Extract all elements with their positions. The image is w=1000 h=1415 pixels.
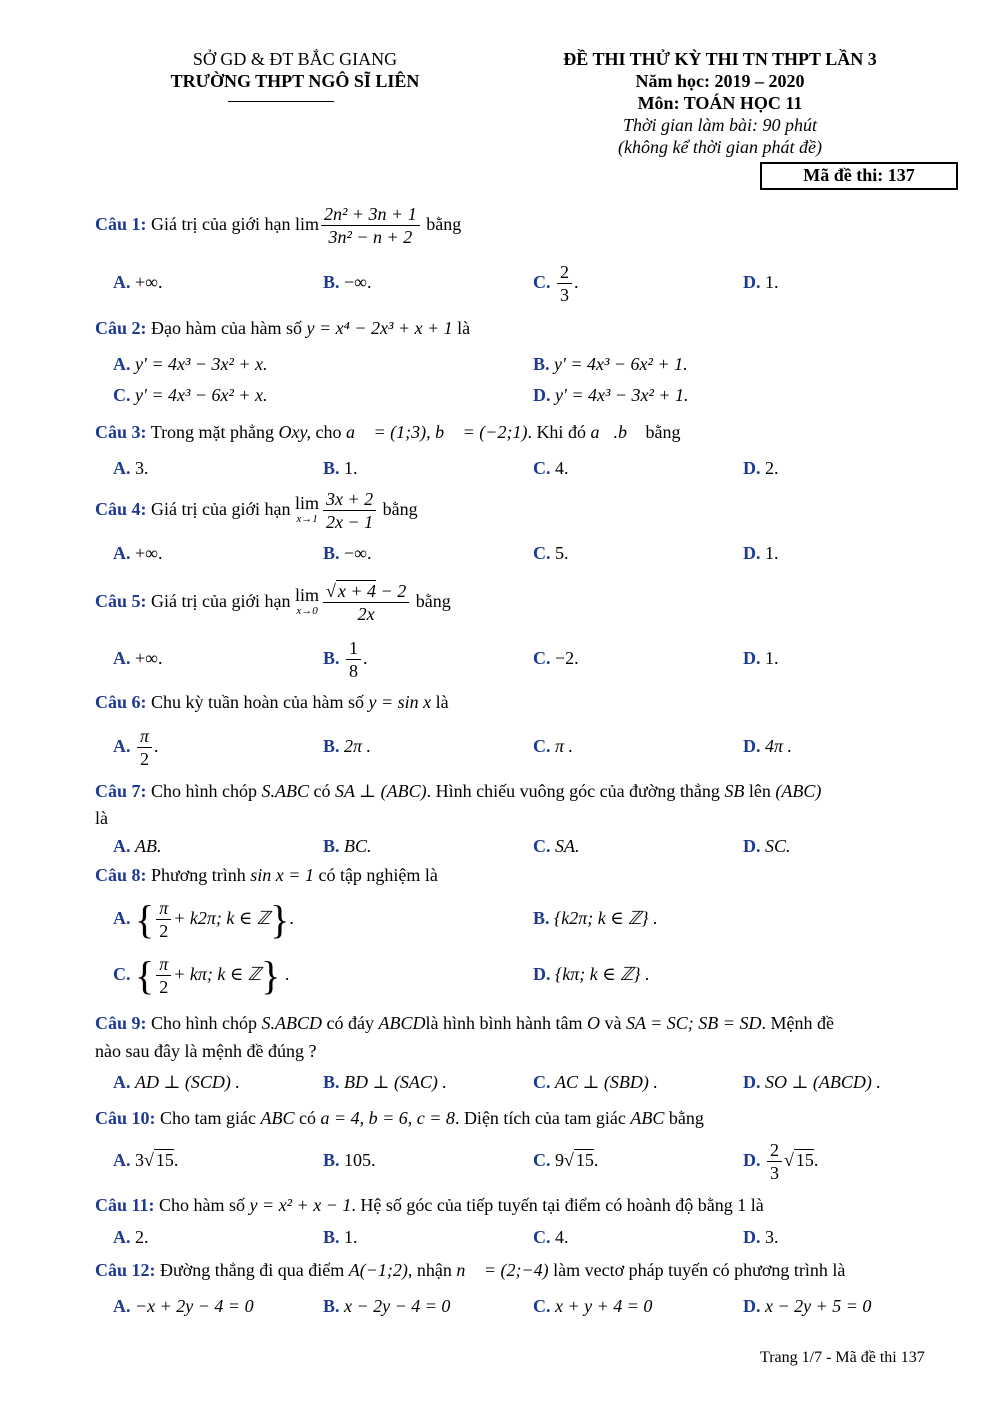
- duration-note: (không kể thời gian phát đề): [617, 137, 823, 157]
- option-1c[interactable]: C. $\frac{2}{3}$ .: [533, 262, 579, 306]
- dept-name: SỞ GD & ĐT BẮC GIANG: [192, 49, 398, 69]
- option-8b[interactable]: B. {k2π; k ∈ ℤ} .: [533, 908, 658, 928]
- option-8a[interactable]: A. { $\frac{\pi}{2}$ + k2π; k ∈ ℤ}.: [113, 896, 294, 942]
- option-7c[interactable]: C. SA.: [533, 836, 580, 856]
- option-11a[interactable]: A. 2.: [113, 1227, 149, 1247]
- question-label: Câu 1:: [95, 214, 147, 234]
- option-3a[interactable]: A. 3.: [113, 458, 149, 478]
- lim-symbol: lim x→0: [295, 584, 320, 617]
- option-9b[interactable]: B. BD ⊥ (SAC) .: [323, 1072, 447, 1092]
- option-9d[interactable]: D. SO ⊥ (ABCD) .: [743, 1072, 881, 1092]
- option-3c[interactable]: C. 4.: [533, 458, 569, 478]
- question-9: Câu 9: Cho hình chóp S.ABCD có đáy ABCDlà hình bình hành tâm O và SA = SC; SB = SD. Mệnh đề: [95, 1013, 834, 1033]
- option-5c[interactable]: C. −2.: [533, 648, 579, 668]
- question-tail: bằng: [426, 214, 462, 234]
- header-divider: [228, 101, 334, 102]
- option-6d[interactable]: D. 4π .: [743, 736, 793, 756]
- school-year: Năm học: 2019 – 2020: [635, 71, 805, 91]
- option-7d[interactable]: D. SC.: [743, 836, 791, 856]
- option-12d[interactable]: D. x − 2y + 5 = 0: [743, 1296, 872, 1316]
- option-10a[interactable]: A. 3√ 15.: [113, 1150, 179, 1170]
- option-9c[interactable]: C. AC ⊥ (SBD) .: [533, 1072, 658, 1092]
- option-11b[interactable]: B. 1.: [323, 1227, 358, 1247]
- duration: Thời gian làm bài: 90 phút: [622, 115, 818, 135]
- question-5: Câu 5: Giá trị của giới hạn lim x→0 $\frac{√ x + 4 - 2}{2x}$ bằng: [95, 581, 451, 625]
- option-5a[interactable]: A. +∞.: [113, 648, 163, 668]
- option-10d[interactable]: D. $\frac{2}{3}$ √ 15.: [743, 1140, 819, 1184]
- question-10: Câu 10: Cho tam giác ABC có a = 4, b = 6, c = 8. Diện tích của tam giác ABC bằng: [95, 1108, 704, 1128]
- question-8: Câu 8: Phương trình sin x = 1 có tập nghiệm là: [95, 865, 438, 885]
- option-5b[interactable]: B. $\frac{1}{8}$ .: [323, 638, 368, 682]
- option-8c[interactable]: C. { $\frac{\pi}{2}$ + kπ; k ∈ ℤ} .: [113, 952, 290, 998]
- subject: Môn: TOÁN HỌC 11: [637, 93, 803, 113]
- option-7b[interactable]: B. BC.: [323, 836, 372, 856]
- option-2c[interactable]: C. y' = 4x³ − 6x² + x.: [113, 385, 268, 405]
- vector-expr: a⃗ = (1;3), b⃗ = (−2;1): [346, 422, 528, 442]
- option-7a[interactable]: A. AB.: [113, 836, 162, 856]
- question-4: Câu 4: Giá trị của giới hạn lim x→1 $\frac{3x + 2}{2x - 1}$ bằng: [95, 489, 418, 533]
- lim-symbol: lim: [295, 214, 320, 234]
- option-6c[interactable]: C. π .: [533, 736, 574, 756]
- option-9a[interactable]: A. AD ⊥ (SCD) .: [113, 1072, 240, 1092]
- exam-code: Mã đề thi: 137: [760, 162, 958, 190]
- option-12c[interactable]: C. x + y + 4 = 0: [533, 1296, 653, 1316]
- option-12a[interactable]: A. −x + 2y − 4 = 0: [113, 1296, 254, 1316]
- fraction: $\frac{\text{2n² + 3n + 1}}{\text{3n² − n + 2}}$: [321, 203, 420, 248]
- school-name: TRƯỜNG THPT NGÔ SĨ LIÊN: [170, 71, 420, 91]
- question-6: Câu 6: Chu kỳ tuần hoàn của hàm số y = sin x là: [95, 692, 449, 712]
- option-6b[interactable]: B. 2π .: [323, 736, 372, 756]
- option-3d[interactable]: D. 2.: [743, 458, 779, 478]
- option-3b[interactable]: B. 1.: [323, 458, 358, 478]
- lim-symbol: lim x→1: [295, 492, 320, 525]
- question-3: Câu 3: Trong mặt phẳng Oxy, cho a⃗ = (1;3), b⃗ = (−2;1). Khi đó a⃗.b⃗ bằng: [95, 422, 681, 442]
- exam-title: ĐỀ THI THỬ KỲ THI TN THPT LẦN 3: [563, 49, 877, 69]
- question-7-line2: là: [95, 808, 108, 828]
- header-left: [140, 48, 450, 92]
- question-7: Câu 7: Cho hình chóp S.ABC có SA ⊥ (ABC). Hình chiếu vuông góc của đường thẳng SB lên (ABC): [95, 781, 822, 801]
- option-6a[interactable]: A. $\frac{\pi}{2}$ .: [113, 726, 159, 770]
- header-right: [520, 48, 920, 158]
- option-10c[interactable]: C. 9√ 15.: [533, 1150, 599, 1170]
- option-1a[interactable]: A. +∞.: [113, 272, 163, 292]
- function-expr: y = x⁴ − 2x³ + x + 1: [306, 318, 453, 338]
- question-12: Câu 12: Đường thẳng đi qua điểm A(−1;2), nhận n⃗ = (2;−4) làm vectơ pháp tuyến có phương trình là: [95, 1260, 846, 1280]
- option-8d[interactable]: D. {kπ; k ∈ ℤ} .: [533, 964, 650, 984]
- option-12b[interactable]: B. x − 2y − 4 = 0: [323, 1296, 451, 1316]
- question-1: [95, 198, 461, 250]
- option-11c[interactable]: C. 4.: [533, 1227, 569, 1247]
- question-2: Câu 2: Đạo hàm của hàm số y = x⁴ − 2x³ + x + 1 là: [95, 318, 471, 338]
- question-text: Giá trị của giới hạn: [151, 214, 291, 234]
- option-10b[interactable]: B. 105.: [323, 1150, 376, 1170]
- option-2d[interactable]: D. y' = 4x³ − 3x² + 1.: [533, 385, 689, 405]
- option-2a[interactable]: A. y' = 4x³ − 3x² + x.: [113, 354, 268, 374]
- option-11d[interactable]: D. 3.: [743, 1227, 779, 1247]
- option-2b[interactable]: B. y' = 4x³ − 6x² + 1.: [533, 354, 688, 374]
- option-4d[interactable]: D. 1.: [743, 543, 779, 563]
- option-5d[interactable]: D. 1.: [743, 648, 779, 668]
- question-9-line2: nào sau đây là mệnh đề đúng ?: [95, 1041, 317, 1061]
- option-4b[interactable]: B. −∞.: [323, 543, 372, 563]
- option-1d[interactable]: D. 1.: [743, 272, 779, 292]
- question-11: Câu 11: Cho hàm số y = x² + x − 1. Hệ số góc của tiếp tuyến tại điểm có hoành độ bằng 1 là: [95, 1195, 764, 1215]
- option-4a[interactable]: A. +∞.: [113, 543, 163, 563]
- page-footer: Trang 1/7 - Mã đề thi 137: [760, 1349, 925, 1366]
- option-4c[interactable]: C. 5.: [533, 543, 569, 563]
- option-1b[interactable]: B. −∞.: [323, 272, 372, 292]
